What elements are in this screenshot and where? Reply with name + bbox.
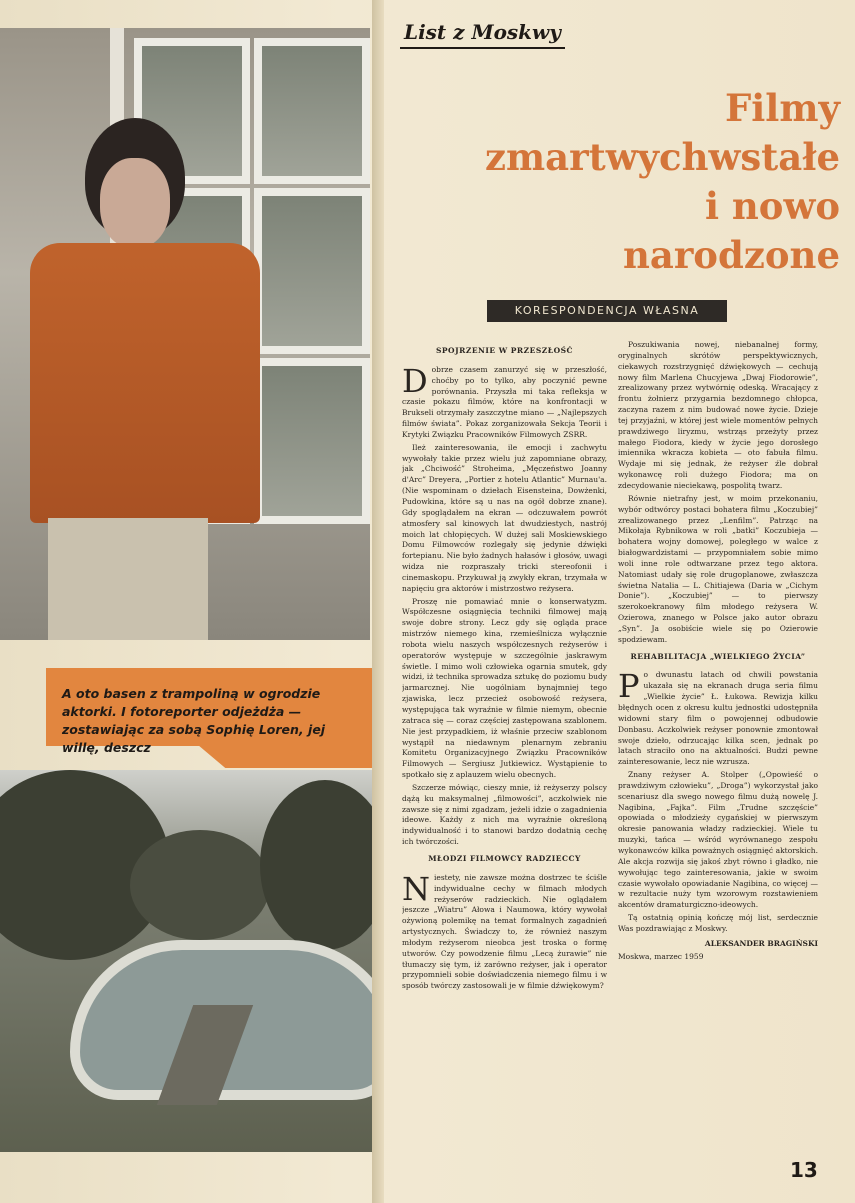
window-pane [254, 358, 370, 524]
author-signature: ALEKSANDER BRAGIŃSKI [704, 938, 818, 948]
subheading: SPOJRZENIE W PRZESZŁOŚĆ [436, 346, 573, 355]
paragraph: Dobrze czasem zanurzyć się w przeszłość, choćby po to tylko, aby poczynić pewne porównania. Przyszła mi taka refleksja w czasie pokazu filmów, które na konfrontacji w Brukseli otrzymały zaszczytne miano — „Najlepszych filmów świata”. Pokaz zorganizowała Sekcja Teorii i Krytyki Związku Pracowników Filmowych ZSRR. [402, 361, 607, 439]
drop-cap: D [402, 361, 428, 400]
paragraph: Proszę nie pomawiać mnie o konserwatyzm. Współczesne osiągnięcia techniki filmowej mają swoje dobre strony. Lecz gdy się ogląda prace mistrzów niemego kina, rzemieślnicza wyłącznie robota wielu naszych współczesnych reżyserów i operatorów występuje w szczególnie jaskrawym świetle. I mimo woli człowieka ogarnia smutek, gdy widzi, iż technika sprowadza sztukę do poziomu budy jarmarcznej. Nie uogólniam bynajmniej tego zjawiska, lecz przecież osobowość reżysera, występująca tak wyraźnie w filmie niemym, obecnie zatraca się — coraz częściej zastępowana szablonem. Nie jest przypadkiem, iż właśnie przeciw szablonom wystąpił na niedawnym plenarnym zebraniu Komitetu Organizacyjnego Związku Pracowników Filmowych — Sergiusz Jutkiewicz. Wystąpienie to spotkało się z aplauzem wielu obecnych. [402, 596, 607, 780]
paragraph: Znany reżyser A. Stolper („Opowieść o prawdziwym człowieku”, „Droga”) wykorzystał jako scenariusz dla swego nowego filmu dużą nowelę J. Nagibina, „Fajka”. Film „Trudne szczęście” opowiada o młodzieży cygańskiej w pierwszym okresie panowania władzy radzieckiej. Wiele tu muzyki, tańca — wśród wyrównanego zespołu wykonawców kilka poważnych osiągnięć aktorskich. Ale akcja rozwija się jakoś zbyt równo i gładko, nie wywołując tego zainteresowania, jakie w swoim czasie wywołało opowiadanie Nagibina, co więcej — w rezultacie nuży tym wzorowym rozstawieniem akcentów dramaturgiczno-ideowych. [618, 770, 818, 910]
section-label-rule [400, 47, 565, 49]
woman-face [100, 158, 170, 248]
tree [260, 780, 372, 950]
paragraph: Po dwunastu latach od chwili powstania ukazała się na ekranach druga seria filmu „Wielkie życie” Ł. Łukowa. Rewizja kilku błędnych ocen z okresu kultu jednostki udostępniła widowni stary film o powojennej odbudowie Donbasu. Aczkolwiek reżyser ponownie zmontował swoje dzieło, odrzucając kilka scen, jednak po latach straciło ono na aktualności. Budzi pewne zainteresowanie, lecz nie wzrusza. [618, 667, 818, 767]
page-gutter [372, 0, 384, 1203]
drop-cap: P [618, 667, 640, 706]
paragraph: Równie nietrafny jest, w moim przekonaniu, wybór odtwórcy postaci bohatera filmu „Koczubiej” zrealizowanego przez „Lenfilm”. Patrząc na Mikołaja Rybnikowa w roli „batki” Koczubieja — bohatera wojny domowej, poległego w walce z białogwardzistami — przypomniałem sobie mimo woli inne role odtwarzane przez tego aktora. Natomiast udały się role drugoplanowe, zwłaszcza świetna Natalia — L. Chitiajewa (Daria w „Cichym Donie”). „Koczubiej” — to pierwszy szerokoekranowy film młodego reżysera W. Ozierowa, znanego w Polsce jako autor obrazu „Syn”. Ja osobiście wiele się po Ozierowie spodziewam. [618, 493, 818, 644]
byline-tag: KORESPONDENCJA WŁASNA [514, 304, 700, 317]
photo-woman-at-window [0, 28, 370, 640]
headline-line: i nowo [704, 184, 840, 228]
photo-garden-pool [0, 770, 372, 1152]
paragraph: Ileż zainteresowania, ile emocji i zachwytu wywołały takie przez wielu już zapomniane obrazy, jak „Chciwość” Stroheima, „Męczeństwo Joanny d'Arc” Dreyera, „Portier z hotelu Atlantic” Murnau'a. (Nie wspominam o dziełach Eisensteina, Dowżenki, Pudowkina, które są u nas na ogół dobrze znane). Gdy spoglądałem na ekran — odczuwałem powrót atmosfery sal kinowych lat dwudziestych, nastrój moich lat chłopięcych. W dużej sali Moskiewskiego Domu Filmowców rozlegały się jedynie dźwięki fortepianu. Nie było żadnych hałasów i głosów, uwagi widza nie rozpraszały tricki stereofonii i cinemaskopu. Przykuwał ją zwykły ekran, trzymała w napięciu gra aktorów i mistrzostwo reżysera. [402, 442, 607, 593]
article-column-2 [618, 340, 818, 1170]
window-pane [254, 38, 370, 184]
headline-line: Filmy [724, 86, 840, 130]
paragraph: Szczerze mówiąc, cieszy mnie, iż reżyserzy polscy dążą ku maksymalnej „filmowości”, aczkolwiek nie zawsze się z nimi zgadzam, jeżeli idzie o zagadnienia ideowe. Każdy z nich ma wyraźnie określoną indywidualność i to stanowi bardzo dodatnią cechę ich twórczości. [402, 782, 607, 847]
page-number: 13 [790, 1158, 818, 1182]
woman-trousers [48, 518, 208, 640]
paragraph: Niestety, nie zawsze można dostrzec te ściśle indywidualne cechy w filmach młodych reżyserów radzieckich. Nie oglądałem jeszcze „Wiatru” Ałowa i Naumowa, który wywołał ożywioną polemikę na temat formalnych zagadnień artystycznych. Świadczy to, że również naszym młodym reżyserom nieobca jest troska o formę utworów. Czy powodzenie filmu „Lecą żurawie” nie tłumaczy się tym, iż zarówno reżyser, jak i operator przypomnieli sobie doświadczenia niemego filmu i w sposób twórczy zastosowali je w filmie dźwiękowym? [402, 869, 607, 991]
article-headline [480, 84, 840, 280]
headline-line: zmartwychwstałe [484, 135, 840, 179]
tree [130, 830, 270, 940]
photo-caption: A oto basen z trampoliną w ogrodzie aktorki. I fotoreporter odjeżdża — zostawiając za sobą Sophię Loren, jej willę, deszcz [62, 686, 326, 755]
paragraph: Poszukiwania nowej, niebanalnej formy, oryginalnych skrótów perspektywicznych, ciekawych rozstrzygnięć dźwiękowych — cechują nowy film Marlena Chucyjewa „Dwaj Fiodorowie”, zrealizowany przez wytwórnię odeską. Wracający z frontu żołnierz przygarnia bezdomnego chłopca, zaczyna razem z nim budować nowe życie. Dzieje tej przyjaźni, w której jest wiele momentów pełnych prawdziwego liryzmu, wstrząs przeżyty przez małego Fiodora, kiedy w życie jego dorosłego imiennika wkracza kobieta — oto fabuła filmu. Wydaje mi się jednak, że reżyser źle dobrał wykonawcę roli dużego Fiodora; ma on zdecydowanie nieciekawą, pospolitą twarz. [618, 340, 818, 490]
woman-orange-shirt [30, 243, 260, 523]
headline-line: narodzone [622, 233, 840, 277]
drop-cap: N [402, 869, 430, 908]
paragraph: Tą ostatnią opinią kończę mój list, serdecznie Was pozdrawiając z Moskwy. [618, 913, 818, 933]
subheading: MŁODZI FILMOWCY RADZIECCY [428, 853, 581, 863]
section-label: List z Moskwy [404, 20, 561, 44]
dateline: Moskwa, marzec 1959 [618, 951, 704, 961]
subheading: REHABILITACJA „WIELKIEGO ŻYCIA” [630, 651, 806, 661]
window-pane [254, 188, 370, 354]
article-column-1 [402, 340, 607, 1155]
